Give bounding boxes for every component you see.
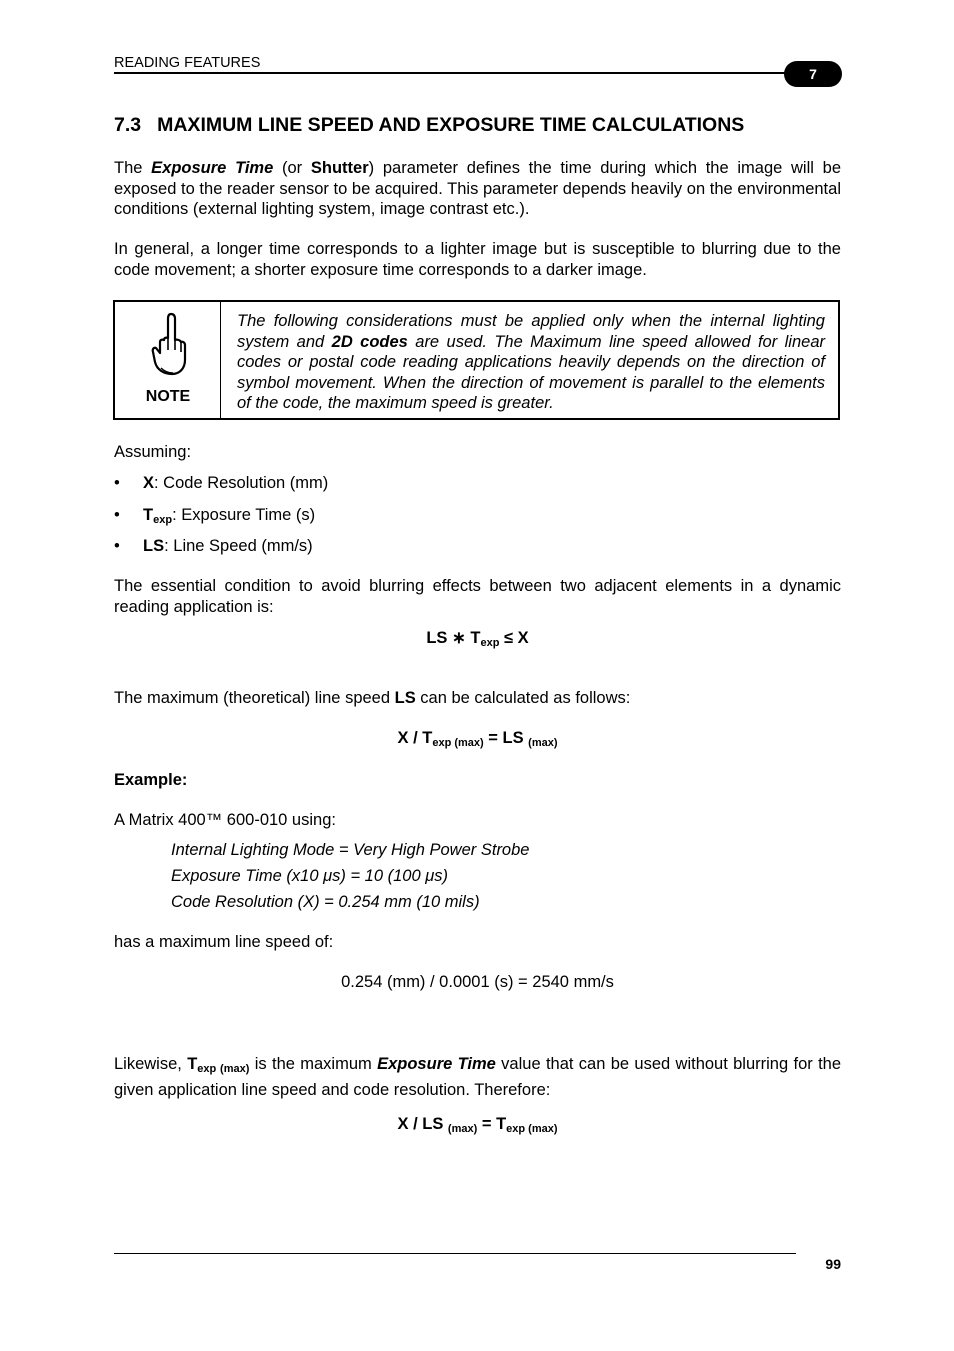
formula-part: = T <box>477 1115 507 1133</box>
formula-part: X / LS <box>397 1115 448 1133</box>
formula-max-line-speed <box>114 729 841 749</box>
variable-description: : Exposure Time (s) <box>172 505 316 524</box>
text-run: Likewise, <box>114 1055 188 1073</box>
header-rule <box>114 72 794 74</box>
result-intro: has a maximum line speed of: <box>114 933 334 951</box>
section-number: 7.3 <box>114 114 142 136</box>
footer-rule <box>114 1253 796 1254</box>
text-run: is the maximum <box>249 1055 378 1073</box>
example-line: Code Resolution (X) = 0.254 mm (10 mils) <box>171 893 480 911</box>
variable-description: : Code Resolution (mm) <box>154 474 329 492</box>
term-2d-codes: 2D codes <box>331 332 408 351</box>
term-subscript: exp (max) <box>197 1063 250 1075</box>
variable-description: : Line Speed (mm/s) <box>164 537 313 555</box>
variable-symbol: LS <box>143 537 165 555</box>
note-text <box>237 311 825 414</box>
formula-part: ≤ X <box>499 629 529 647</box>
formula-subscript: exp <box>480 637 500 649</box>
paragraph-exposure-intro <box>114 158 841 220</box>
formula-max-exposure <box>114 1115 841 1135</box>
note-label: NOTE <box>145 388 191 405</box>
term-t: T <box>187 1055 198 1073</box>
section-title: MAXIMUM LINE SPEED AND EXPOSURE TIME CALCULATIONS <box>157 114 745 136</box>
text-run: are used. The Maximum line speed allowed for linear codes or postal code reading applications heavily depends on the direction of symbol movement. When the direction of movement is parallel to the elements of the code, the maximum speed is greater. <box>237 332 825 412</box>
formula-subscript: (max) <box>528 737 558 749</box>
term-ls: LS <box>394 689 416 707</box>
note-box <box>113 300 840 420</box>
text-run: can be calculated as follows: <box>415 689 631 707</box>
variable-list <box>114 472 328 567</box>
formula-part: = LS <box>483 729 529 747</box>
formula-part: X / T <box>397 729 433 747</box>
variable-symbol: T <box>143 505 154 524</box>
example-line: Internal Lighting Mode = Very High Power Strobe <box>171 841 530 859</box>
paragraph-likewise <box>114 1054 841 1100</box>
paragraph-max-speed <box>114 688 841 709</box>
formula-subscript: (max) <box>447 1123 478 1135</box>
list-item <box>114 472 328 504</box>
variable-subscript: exp <box>153 513 173 526</box>
calculation: 0.254 (mm) / 0.0001 (s) = 2540 mm/s <box>341 973 614 991</box>
chapter-badge: 7 <box>784 61 842 87</box>
running-header: READING FEATURES <box>114 55 261 71</box>
text-run: The following considerations must be applied only when the internal lighting system and <box>237 312 825 351</box>
text-run: value that can be used without blurring for the given application line speed and code resolution. Therefore: <box>114 1055 842 1099</box>
assuming-label: Assuming: <box>114 443 192 461</box>
example-heading: Example: <box>114 771 188 789</box>
list-item <box>114 504 328 536</box>
paragraph-condition: The essential condition to avoid blurring effects between two adjacent elements in a dynamic reading application is: <box>114 577 841 616</box>
paragraph-general: In general, a longer time corresponds to a lighter image but is susceptible to blurring due to the code movement; a shorter exposure time corresponds to a darker image. <box>114 240 841 279</box>
pointing-hand-icon <box>147 310 189 380</box>
formula-subscript: exp (max) <box>432 737 484 749</box>
variable-symbol: X <box>143 474 155 492</box>
text-run: The maximum (theoretical) line speed <box>114 689 395 707</box>
text-run: The <box>114 159 152 177</box>
formula-condition <box>114 628 841 649</box>
note-icon-cell <box>115 302 221 420</box>
example-intro: A Matrix 400™ 600-010 using: <box>114 811 336 829</box>
term-exposure-time: Exposure Time <box>151 159 274 177</box>
term-shutter: Shutter <box>310 159 369 177</box>
text-run: ) parameter defines the time during which the image will be exposed to the reader sensor to be acquired. This parameter depends heavily on the environmental conditions (external lighting system, image contrast etc.). <box>114 159 841 218</box>
formula-subscript: exp (max) <box>506 1123 558 1135</box>
term-exposure-time: Exposure Time <box>377 1055 496 1073</box>
page-number: 99 <box>825 1256 841 1272</box>
text-run: (or <box>273 159 311 177</box>
formula-part: LS ∗ T <box>426 629 481 647</box>
list-item <box>114 535 328 567</box>
section-heading <box>114 114 744 137</box>
example-line: Exposure Time (x10 μs) = 10 (100 μs) <box>171 867 448 885</box>
